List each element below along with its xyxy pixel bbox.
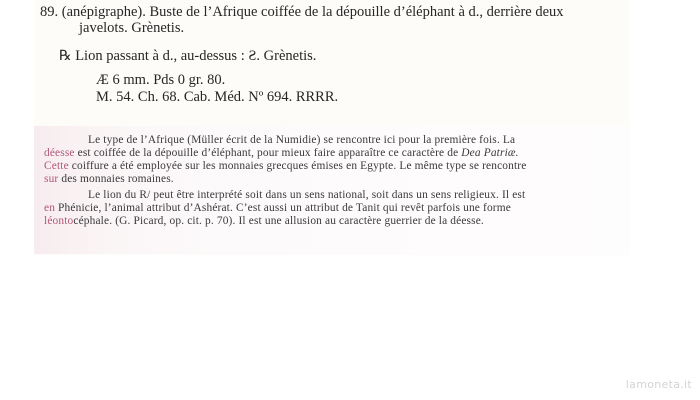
entry-number: 89.: [40, 4, 59, 20]
note-p1-line-3: [44, 160, 526, 173]
note-text: des monnaies romaines.: [58, 173, 174, 185]
note-p1-line-1: Le type de l’Afrique (Müller écrit de la Numidie) se rencontre ici pour la première fois. La: [88, 134, 516, 146]
highlight-word: léonto: [44, 215, 74, 227]
note-p1-line-4: [44, 173, 174, 186]
watermark: lamoneta.it: [625, 378, 692, 391]
reverse-description: Lion passant à d., au-dessus : Ƨ. Grènetis.: [75, 48, 317, 64]
highlight-word: sur: [44, 173, 59, 185]
entry-line-1: [40, 4, 564, 21]
dea-patriae: Dea Patriæ.: [461, 147, 519, 159]
note-p1-line-2: [44, 147, 519, 160]
note-text: Phénicie, l’animal attribut d’Ashérat. C’est aussi un attribut de Tanit qui revêt parfois une forme: [55, 202, 511, 214]
entry-metal-weight: Æ 6 mm. Pds 0 gr. 80.: [96, 72, 226, 88]
obverse-description: (anépigraphe). Buste de l’Afrique coiffée de la dépouille d’éléphant à d., derrière deux: [61, 4, 564, 20]
entry-references: M. 54. Ch. 68. Cab. Méd. Nº 694. RRRR.: [96, 89, 339, 105]
note-p2-line-3: [44, 215, 484, 228]
highlight-word: déesse: [44, 147, 75, 159]
note-p2-line-2: [44, 202, 511, 215]
highlight-word: Cette: [44, 160, 69, 172]
entry-line-2: javelots. Grènetis.: [79, 20, 185, 36]
note-p2-line-1: Le lion du R/ peut être interprété soit dans un sens national, soit dans un sens religieux. Il est: [88, 189, 526, 201]
note-text: céphale. (G. Picard, op. cit. p. 70). Il est une allusion au caractère guerrier de la déesse.: [73, 215, 484, 227]
note-text: est coiffée de la dépouille d’éléphant, pour mieux faire apparaître ce caractère de: [74, 147, 462, 159]
reverse-symbol: ℞: [59, 48, 72, 64]
highlight-word: en: [44, 202, 56, 214]
note-text: coiffure a été employée sur les monnaies grecques émises en Egypte. Le même type se rencontre: [68, 160, 527, 172]
entry-line-3: [59, 48, 316, 65]
